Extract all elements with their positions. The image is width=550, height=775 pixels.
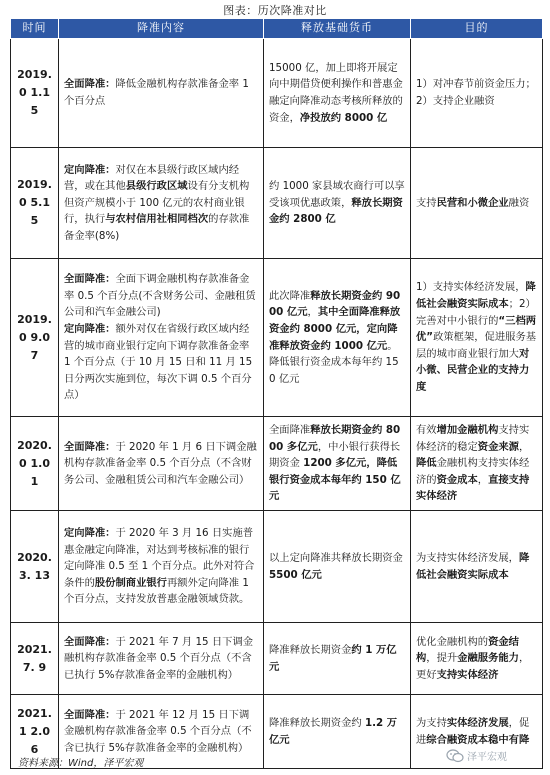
bold-text: 释放长期资金约 2800 亿 [269,196,403,226]
cell-time: 2020.0 1.01 [11,417,59,511]
rrr-cut-comparison-table [10,18,543,769]
bold-text: 降低 [416,457,437,470]
bold-text: 降低社会融资实际成本 [416,281,536,311]
cell-money [264,259,411,417]
text-segment: 设有分支机构但资产规模小于 100 亿元的农村商业银行，执行 [64,180,250,226]
cell-content [59,417,264,511]
bold-text: 与农村信用社相同档次 [105,213,209,226]
watermark [446,748,507,763]
cell-time: 2020.3. 13 [11,511,59,623]
bold-text: 定向降准： [64,163,116,176]
bold-text: 全面降准： [64,78,116,91]
bold-text: 直接支持实体经济 [416,473,530,503]
cell-goal [411,39,543,148]
text-segment: ， [518,440,530,453]
header-goal: 目的 [411,19,543,39]
text-segment: 融资 [508,196,530,209]
text-segment: 额外对仅在省级行政区域内经营的城市商业银行定向下调存款准备金率 1 个百分点（于 10 月 15 日和 11 月 15 日分两次实施到位，每次下调 0.5 个百分点） [64,322,253,402]
text-segment: 约 1000 家县域农商行可以享受该项优惠政策， [269,180,405,209]
cell-content [59,259,264,417]
cell-time: 2019.0 5.15 [11,148,59,259]
text-segment: 的存款准备金率(8%) [64,213,250,242]
text-segment: 全面降准 [269,424,311,437]
figure-caption: 图表：历次降准对比 [223,4,327,17]
cell-money [264,623,411,695]
text-segment: ，更好 [416,652,530,681]
bold-text: 支持实体经济 [436,668,499,681]
text-segment: 为支持 [416,716,447,729]
text-segment: 政策框架，促进服务基层的城市商业银行加大 [416,331,537,360]
cell-time: 2021.7. 9 [11,623,59,695]
bold-text: 全面降准： [64,635,116,648]
bold-text: 对小微、民营企业的支持力度 [416,347,530,393]
bold-text: 全面降准： [64,273,116,286]
text-segment: 金融机构支持实体经济的 [416,457,530,486]
text-segment: 此次降准 [269,289,311,302]
table-row [11,259,543,417]
header-money: 释放基础货币 [264,19,411,39]
text-segment: ， [477,473,489,486]
bold-text: 金融服务能力 [457,652,519,665]
cell-goal [411,148,543,259]
bold-text: ，降低银行资金成本每年约 150 亿元 [269,457,401,503]
watermark-text: 泽平宏观 [467,752,507,763]
bold-text: 县级行政区域 [125,180,188,193]
source-note: 资料来源：Wind，泽平宏观 [18,758,144,769]
text-segment: 于 2020 年 1 月 6 日下调金融机构存款准备金率 0.5 个百分点（不含财务公司、金融租赁公司和汽车金融公司） [64,440,257,486]
text-segment: 再额外定向降准 1 个百分点，支持发放普惠金融领域贷款。 [64,576,250,606]
table-row [11,39,543,148]
header-content: 降准内容 [59,19,264,39]
bold-text: 1200 多亿元 [303,457,367,470]
wechat-icon [446,749,464,763]
text-segment: ；2）完善对中小银行的 [416,298,536,327]
table-row [11,623,543,695]
text-segment: 降低金融机构存款准备金率 1 个百分点 [64,78,249,107]
bold-text: 定向降准： [64,527,116,540]
bold-text: 全面降准： [64,440,116,453]
cell-time: 2019.0 9.07 [11,259,59,417]
text-segment: 为支持实体经济发展， [416,551,519,564]
cell-goal [411,623,543,695]
header-time: 时间 [11,19,59,39]
bold-text: 净投放约 8000 亿 [299,111,388,124]
text-segment: 全面下调金融机构存款准备金率 0.5 个百分点(不含财务公司、金融租赁公司和汽车金融公司) [64,273,256,319]
table-row [11,148,543,259]
text-segment: 降准释放长期资金约 [269,716,365,729]
table-row [11,511,543,623]
text-segment: ， [307,306,318,319]
text-segment: 于 2021 年 12 月 15 日下调金融机构存款准备金率 0.5 个百分点（不含已执行 5%存款准备金率的金融机构） [64,708,252,754]
cell-goal [411,259,543,417]
bold-text: 约 1 万亿元 [269,643,397,673]
bold-text: 资金结构 [416,635,519,665]
bold-text: 综合融资成本稳中有降 [426,733,530,746]
text-segment: 支持 [416,196,437,209]
text-segment: 1）支持实体经济发展， [416,281,526,294]
cell-goal [411,511,543,623]
text-segment: 降准释放长期资金 [269,643,352,656]
text-segment: ，提升 [426,652,458,665]
text-segment: 。降低银行资金成本每年约 150 亿元 [269,339,399,385]
cell-content [59,148,264,259]
table-header-row [11,19,543,39]
bold-text: 其中全面降准释放资金约 8000 亿元，定向降准释放资金约 1000 亿元 [269,306,401,352]
bold-text: 资金成本 [436,473,478,486]
bold-text: 实体经济发展 [446,716,509,729]
text-segment: 于 2020 年 3 月 16 日实施普惠金融定向降准，对达到考核标准的银行定向降准 0.5 至 1 个百分点。此外对符合条件的 [64,527,255,589]
text-segment: ，中小银行获得长期资金 [269,440,401,470]
text-segment: ，促进 [416,716,530,746]
bold-text: 降低社会融资实际成本 [416,551,530,581]
cell-time: 2021.1 2.06 [11,695,59,769]
text-segment: 优化金融机构的 [416,635,489,648]
cell-content [59,623,264,695]
bold-text: 5500 亿元 [269,568,322,581]
bold-text: 增加金融机构 [436,424,499,437]
bold-text: 民营和小微企业 [436,196,509,209]
bold-text: 股份制商业银行 [94,576,167,589]
text-segment: 1）对冲春节前资金压力；2）支持企业融资 [416,78,536,107]
text-segment: 15000 亿，加上即将开展定向中期借贷便利操作和普惠金融定向降准动态考核所释放的资金， [269,61,403,124]
table-row [11,417,543,511]
bold-text: 1.2 万亿元 [269,716,398,746]
bold-text: 全面降准： [64,708,116,721]
cell-money [264,39,411,148]
text-segment: 对仅在本县级行政区域内经营，或在其他 [64,163,240,193]
bold-text: 定向降准： [64,322,116,335]
text-segment: 有效 [416,424,437,437]
cell-money [264,511,411,623]
text-segment: 支持实体经济的稳定 [416,424,530,453]
text-segment: 于 2021 年 7 月 15 日下调金融机构存款准备金率 0.5 个百分点（不含已执行 5%存款准备金率的金融机构） [64,635,254,681]
bold-text: 释放长期资金约 8000 多亿元 [269,424,401,453]
cell-money [264,417,411,511]
cell-money [264,148,411,259]
cell-money [264,695,411,769]
text-segment: 以上定向降准共释放长期资金 [269,551,403,564]
cell-content [59,511,264,623]
bold-text: 释放长期资金约 9000 亿元 [269,289,401,319]
bold-text: 资金来源 [477,440,519,453]
cell-goal [411,417,543,511]
bold-text: “三档两优” [416,314,537,344]
cell-content [59,39,264,148]
cell-time: 2019.0 1.15 [11,39,59,148]
